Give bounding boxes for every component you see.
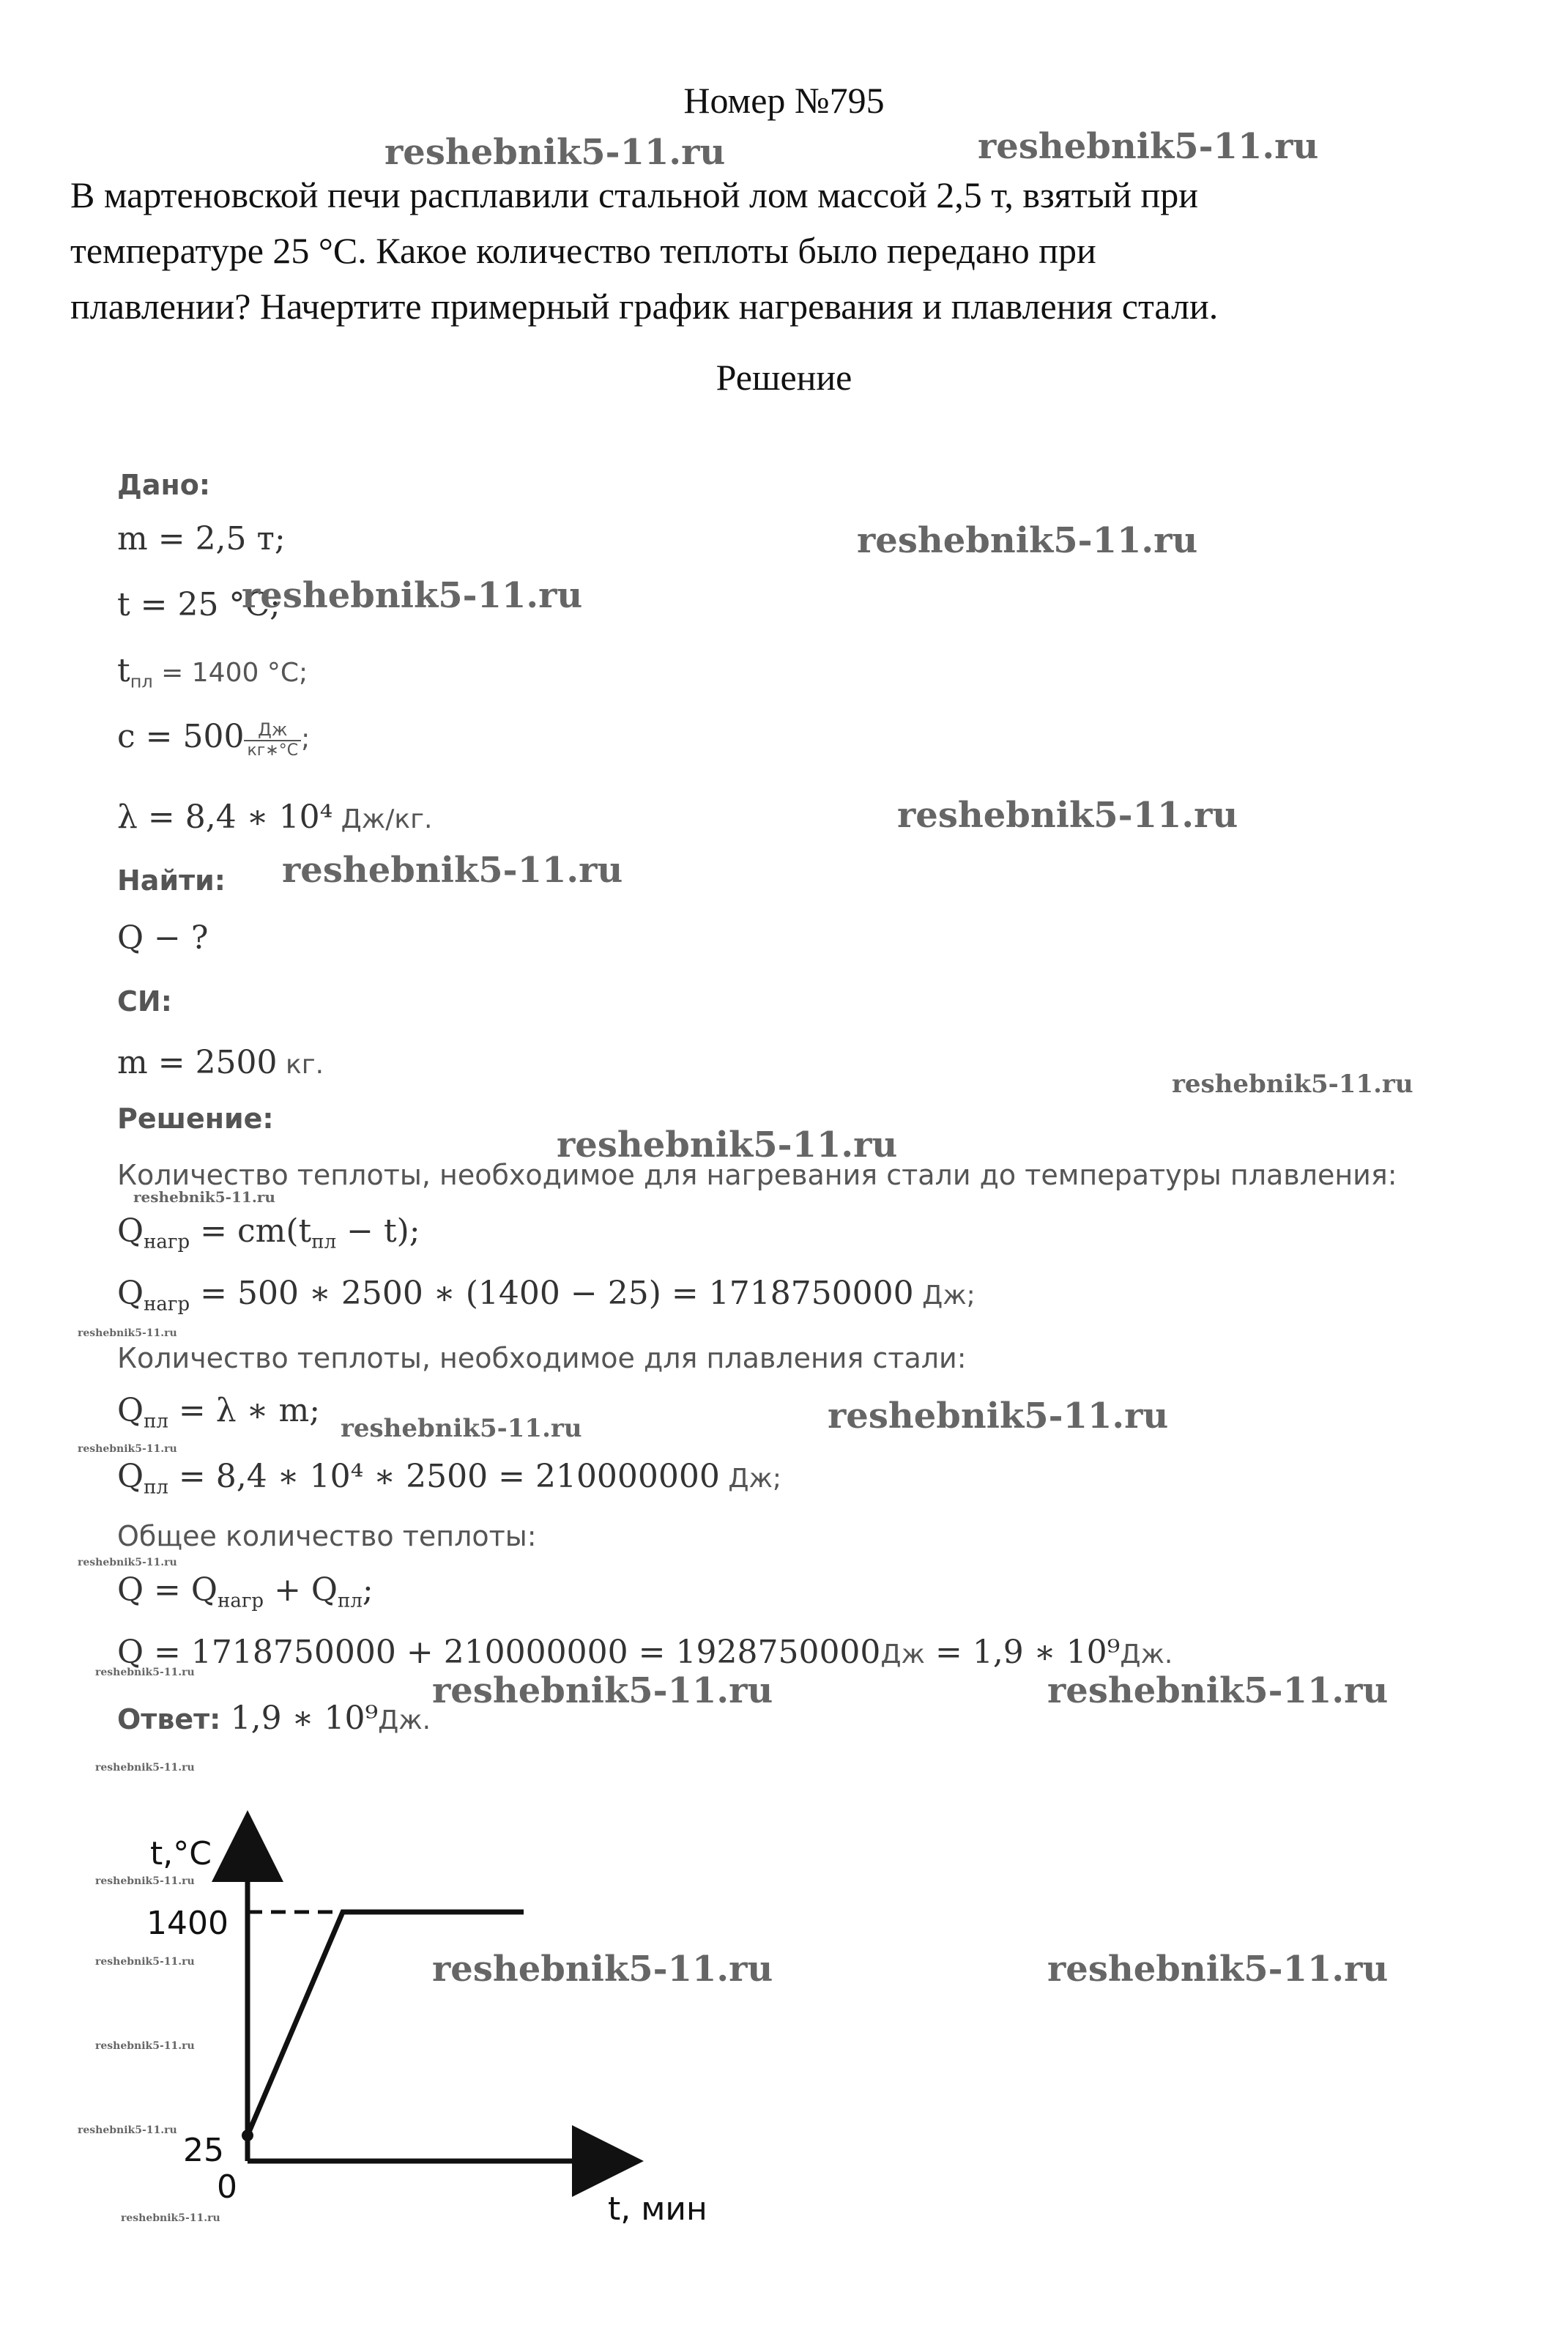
y-axis-label: t,°C: [150, 1835, 212, 1872]
specific-heat-unit: [244, 719, 301, 760]
watermark: reshebnik5-11.ru: [432, 1949, 773, 1990]
melt-calculation-unit: Дж;: [719, 1464, 782, 1494]
answer-label: Ответ:: [117, 1703, 231, 1735]
q-symbol: Q: [117, 1458, 144, 1495]
answer-unit: Дж.: [378, 1705, 431, 1735]
watermark: reshebnik5-11.ru: [78, 1327, 177, 1339]
problem-line: температуре 25 °С. Какое количество теплоты было передано при: [70, 230, 1096, 271]
watermark: reshebnik5-11.ru: [282, 850, 623, 891]
problem-statement: [70, 167, 1520, 334]
q-symbol: Q: [117, 1392, 144, 1429]
watermark: reshebnik5-11.ru: [341, 1414, 582, 1443]
watermark: reshebnik5-11.ru: [78, 2124, 177, 2136]
specific-heat-suffix: ;: [301, 724, 311, 754]
total-formula-end: ;: [362, 1571, 374, 1609]
melting-temp-value: = 1400 °С;: [152, 658, 308, 688]
total-formula-sub1: нагр: [217, 1590, 264, 1612]
melt-calculation: [117, 1458, 781, 1499]
melt-formula: [117, 1392, 320, 1433]
si-mass-value: m = 2500: [117, 1044, 278, 1081]
watermark: reshebnik5-11.ru: [897, 795, 1238, 836]
heat-calculation-unit: Дж;: [913, 1281, 976, 1311]
lambda-unit: Дж/кг.: [332, 804, 433, 834]
watermark: reshebnik5-11.ru: [857, 520, 1198, 561]
watermark: reshebnik5-11.ru: [557, 1124, 898, 1166]
watermark: reshebnik5-11.ru: [95, 1667, 195, 1678]
total-formula-plus: + Q: [264, 1571, 338, 1609]
total-calculation: [117, 1634, 1173, 1671]
watermark: reshebnik5-11.ru: [121, 2212, 220, 2224]
total-formula-start: Q = Q: [117, 1571, 218, 1609]
specific-heat-prefix: c = 500: [117, 718, 245, 755]
lambda-value: λ = 8,4 ∗ 10⁴: [117, 798, 333, 836]
heating-melting-graph: [0, 1802, 806, 2242]
si-mass-unit: кг.: [277, 1050, 324, 1080]
heat-calculation-value: = 500 ∗ 2500 ∗ (1400 − 25) = 1718750000: [190, 1275, 914, 1312]
heat-text: Количество теплоты, необходимое для нагревания стали до температуры плавления:: [117, 1159, 1397, 1191]
find-q-value: Q − ?: [117, 919, 209, 957]
tick-25-label: 25: [183, 2132, 224, 2169]
given-lambda: [117, 798, 432, 836]
watermark: reshebnik5-11.ru: [1047, 1670, 1389, 1711]
q-symbol: Q: [117, 1275, 144, 1312]
heat-formula: [117, 1212, 420, 1253]
q-melt-subscript: пл: [144, 1476, 168, 1499]
heat-formula-body: = cm(t: [190, 1212, 312, 1250]
total-formula: [117, 1571, 374, 1612]
watermark: reshebnik5-11.ru: [133, 1188, 275, 1206]
total-calculation-eq: = 1,9 ∗ 10⁹: [924, 1634, 1121, 1671]
watermark: reshebnik5-11.ru: [1172, 1070, 1413, 1099]
watermark: reshebnik5-11.ru: [978, 126, 1319, 167]
watermark: reshebnik5-11.ru: [78, 1557, 177, 1568]
watermark: reshebnik5-11.ru: [384, 132, 726, 173]
given-melting-temperature: [117, 652, 308, 692]
problem-line: В мартеновской печи расплавили стальной лом массой 2,5 т, взятый при: [70, 174, 1198, 215]
temperature-curve: [248, 1912, 524, 2135]
total-calculation-unit2: Дж.: [1120, 1639, 1173, 1670]
given-label: Дано:: [117, 469, 211, 501]
watermark: reshebnik5-11.ru: [828, 1396, 1169, 1437]
q-symbol: Q: [117, 1212, 144, 1250]
origin-label: 0: [217, 2168, 237, 2206]
watermark: reshebnik5-11.ru: [1047, 1949, 1389, 1990]
given-specific-heat: [117, 718, 310, 760]
find-label: Найти:: [117, 864, 226, 897]
answer-line: [117, 1700, 431, 1737]
melt-calculation-value: = 8,4 ∗ 10⁴ ∗ 2500 = 210000000: [168, 1458, 720, 1495]
given-mass: [117, 520, 286, 557]
x-axis-label: t, мин: [608, 2190, 707, 2228]
heat-formula-end: − t);: [336, 1212, 420, 1250]
q-heat-subscript: нагр: [144, 1293, 190, 1316]
tick-1400-label: 1400: [146, 1905, 228, 1942]
q-melt-subscript: пл: [144, 1410, 168, 1433]
given-temperature-value: t = 25 °С;: [117, 586, 280, 623]
watermark: reshebnik5-11.ru: [78, 1443, 177, 1455]
watermark: reshebnik5-11.ru: [95, 1762, 195, 1774]
watermark: reshebnik5-11.ru: [95, 2040, 195, 2052]
heat-calculation: [117, 1275, 976, 1316]
watermark: reshebnik5-11.ru: [432, 1670, 773, 1711]
given-mass-value: m = 2,5 т;: [117, 520, 286, 557]
melt-text: Количество теплоты, необходимое для плавления стали:: [117, 1342, 967, 1374]
melt-formula-body: = λ ∗ m;: [168, 1392, 321, 1429]
find-q: [117, 919, 209, 957]
watermark: reshebnik5-11.ru: [95, 1956, 195, 1968]
heat-formula-subscript: пл: [311, 1231, 337, 1253]
problem-line: плавлении? Начертите примерный график нагревания и плавления стали.: [70, 286, 1219, 327]
melting-temp-subscript: пл: [130, 671, 153, 692]
watermark: reshebnik5-11.ru: [95, 1875, 195, 1887]
total-calculation-unit1: Дж: [880, 1639, 925, 1670]
specific-heat-unit-den: кг∗°С: [247, 741, 299, 760]
page-title: Номер №795: [683, 80, 885, 121]
si-label: СИ:: [117, 985, 172, 1018]
total-text: Общее количество теплоты:: [117, 1520, 537, 1552]
q-heat-subscript: нагр: [144, 1231, 190, 1253]
si-mass: [117, 1044, 324, 1081]
watermark: reshebnik5-11.ru: [242, 575, 583, 616]
solution-label: Решение:: [117, 1103, 274, 1135]
start-point: [242, 2130, 253, 2141]
specific-heat-unit-num: Дж: [244, 719, 301, 741]
total-formula-sub2: пл: [338, 1590, 363, 1612]
answer-value: 1,9 ∗ 10⁹: [230, 1700, 379, 1737]
melting-temp-symbol: t: [117, 652, 130, 689]
total-calculation-value: Q = 1718750000 + 210000000 = 1928750000: [117, 1634, 881, 1671]
solution-heading: Решение: [716, 357, 852, 398]
